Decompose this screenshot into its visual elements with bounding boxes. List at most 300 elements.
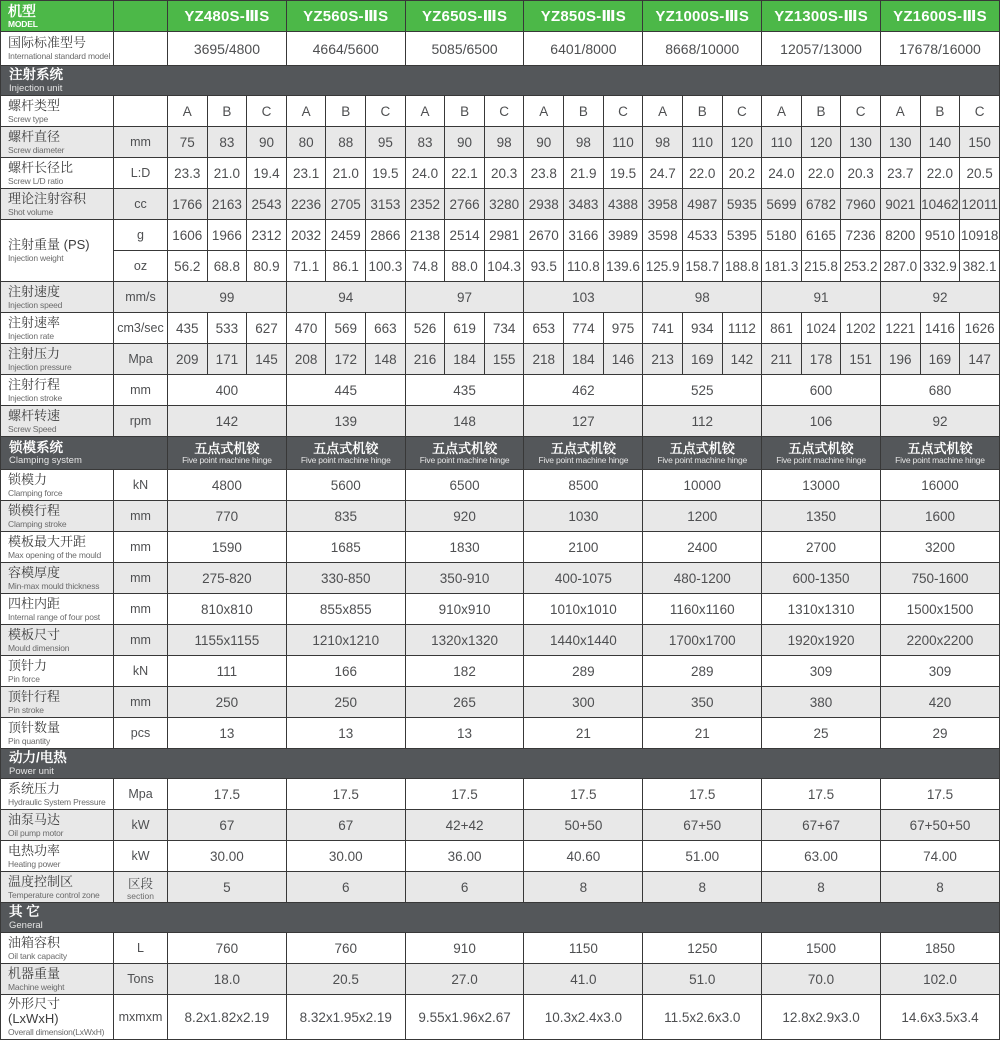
unit-label: mm [130, 135, 151, 150]
row-unit [114, 933, 168, 964]
spec-value: 2700 [762, 532, 881, 563]
spec-value: 213 [643, 344, 683, 375]
spec-value: 125.9 [643, 251, 683, 282]
spec-value: 7960 [841, 189, 881, 220]
spec-row [1, 718, 1000, 749]
spec-value: 27.0 [405, 964, 524, 995]
spec-value: 21 [643, 718, 762, 749]
spec-value: 19.5 [603, 158, 643, 189]
row-label [1, 718, 114, 749]
spec-value: 6165 [801, 220, 841, 251]
spec-value: 70.0 [762, 964, 881, 995]
spec-value: 40.60 [524, 841, 643, 872]
spec-value: 4388 [603, 189, 643, 220]
clamp-type-cell [643, 437, 762, 470]
section-header-row [1, 903, 1000, 933]
label-zh: 动力/电热 [9, 750, 67, 766]
spec-value: 1221 [880, 313, 920, 344]
spec-value: 29 [880, 718, 999, 749]
spec-value: 16000 [880, 470, 999, 501]
row-unit [114, 656, 168, 687]
row-unit [114, 841, 168, 872]
spec-value: 24.7 [643, 158, 683, 189]
label-en: Min-max mould thickness [8, 580, 100, 591]
spec-value: 810x810 [168, 594, 287, 625]
spec-value: C [366, 96, 406, 127]
spec-value: 3958 [643, 189, 683, 220]
label-zh: 注射行程 [8, 376, 61, 392]
spec-value: 920 [405, 501, 524, 532]
spec-value: 17.5 [643, 779, 762, 810]
spec-value: 1766 [168, 189, 208, 220]
spec-value: B [445, 96, 485, 127]
spec-value: 600-1350 [762, 563, 881, 594]
spec-row [1, 841, 1000, 872]
spec-value: 110 [682, 127, 722, 158]
spec-value: 8 [762, 872, 881, 903]
spec-row [1, 220, 1000, 251]
spec-value: 2032 [286, 220, 326, 251]
clamp-type-en: Five point machine hinge [419, 455, 510, 466]
row-unit [114, 964, 168, 995]
spec-row [1, 625, 1000, 656]
spec-value: 169 [682, 344, 722, 375]
spec-row [1, 501, 1000, 532]
label-zh: 理论注射容积 [8, 190, 87, 206]
spec-value: 653 [524, 313, 564, 344]
spec-value: C [247, 96, 287, 127]
row-label [1, 625, 114, 656]
spec-value: 2981 [484, 220, 524, 251]
label-zh: 油箱容积 [8, 934, 61, 950]
spec-value: 22.1 [445, 158, 485, 189]
row-label [1, 344, 114, 375]
spec-value: 17.5 [524, 779, 643, 810]
spec-value: A [168, 96, 208, 127]
row-label [1, 563, 114, 594]
label-en: Injection speed [8, 299, 63, 310]
unit-label: cc [134, 197, 147, 212]
spec-value: 88.0 [445, 251, 485, 282]
spec-value: 2352 [405, 189, 445, 220]
spec-value: 8.2x1.82x2.19 [168, 995, 287, 1040]
spec-value: 23.1 [286, 158, 326, 189]
spec-value: A [405, 96, 445, 127]
spec-value: 3166 [564, 220, 604, 251]
spec-value: 208 [286, 344, 326, 375]
row-unit [114, 501, 168, 532]
spec-value: B [326, 96, 366, 127]
spec-value: 1030 [524, 501, 643, 532]
spec-value: 110.8 [564, 251, 604, 282]
spec-value: 289 [643, 656, 762, 687]
label-en: Screw type [8, 113, 49, 124]
spec-value: 6401/8000 [524, 32, 643, 66]
spec-value: 600 [762, 375, 881, 406]
label-zh: 注射速率 [8, 314, 61, 330]
row-label [1, 933, 114, 964]
spec-value: 98 [643, 127, 683, 158]
unit-label-en: section [127, 890, 154, 901]
spec-value: 13 [405, 718, 524, 749]
spec-value: C [841, 96, 881, 127]
spec-value: 1010x1010 [524, 594, 643, 625]
label-en: Pin quantity [8, 735, 51, 746]
spec-row [1, 158, 1000, 189]
spec-value: 4987 [682, 189, 722, 220]
spec-value: 2514 [445, 220, 485, 251]
spec-value: 5395 [722, 220, 762, 251]
unit-label: kW [131, 849, 150, 864]
spec-value: 250 [286, 687, 405, 718]
row-label [1, 656, 114, 687]
spec-value: 5935 [722, 189, 762, 220]
spec-value: 1150 [524, 933, 643, 964]
spec-value: 147 [960, 344, 1000, 375]
row-label [1, 220, 114, 282]
spec-value: 110 [603, 127, 643, 158]
spec-value: 5600 [286, 470, 405, 501]
spec-value: 1320x1320 [405, 625, 524, 656]
spec-value: 3483 [564, 189, 604, 220]
row-label [1, 964, 114, 995]
spec-value: 97 [405, 282, 524, 313]
row-label [1, 594, 114, 625]
row-unit [114, 32, 168, 66]
spec-value: 2400 [643, 532, 762, 563]
row-unit [114, 532, 168, 563]
spec-value: 86.1 [326, 251, 366, 282]
label-zh: 锁模行程 [8, 502, 61, 518]
spec-value: A [286, 96, 326, 127]
spec-value: 92 [880, 406, 999, 437]
row-label [1, 158, 114, 189]
spec-value: 21.0 [326, 158, 366, 189]
clamp-type-zh: 五点式机铰 [194, 440, 260, 456]
spec-value: 4664/5600 [286, 32, 405, 66]
spec-row [1, 251, 1000, 282]
spec-value: 103 [524, 282, 643, 313]
spec-value: 216 [405, 344, 445, 375]
label-zh: 国际标准型号 [8, 35, 87, 51]
label-en: Oil pump motor [8, 827, 64, 838]
spec-value: 5180 [762, 220, 802, 251]
label-en: Overall dimension(LxWxH) [8, 1027, 105, 1038]
spec-value: 680 [880, 375, 999, 406]
label-zh: 锁模系统 [9, 439, 63, 455]
unit-label: mm [130, 383, 151, 398]
spec-value: 130 [841, 127, 881, 158]
spec-value: 382.1 [960, 251, 1000, 282]
label-zh: 电热功率 [8, 842, 61, 858]
clamp-type-zh: 五点式机铰 [432, 440, 498, 456]
spec-value: 139.6 [603, 251, 643, 282]
spec-value: 1850 [880, 933, 999, 964]
row-label [1, 406, 114, 437]
spec-value: 178 [801, 344, 841, 375]
spec-value: 1830 [405, 532, 524, 563]
spec-row [1, 32, 1000, 66]
clamp-type-cell [286, 437, 405, 470]
spec-value: 10.3x2.4x3.0 [524, 995, 643, 1040]
spec-value: 1500 [762, 933, 881, 964]
spec-value: 2100 [524, 532, 643, 563]
spec-value: 6500 [405, 470, 524, 501]
spec-row [1, 344, 1000, 375]
unit-label: kN [132, 664, 149, 679]
spec-value: 83 [405, 127, 445, 158]
spec-value: 470 [286, 313, 326, 344]
unit-label: kN [132, 478, 149, 493]
label-en: Screw L/D ratio [8, 175, 64, 186]
label-zh: 注射重量 (PS) [8, 237, 90, 253]
spec-value: 835 [286, 501, 405, 532]
row-label [1, 687, 114, 718]
unit-label: Mpa [128, 352, 153, 367]
spec-value: 92 [880, 282, 999, 313]
label-zh: 注射速度 [8, 283, 61, 299]
spec-value: 1600 [880, 501, 999, 532]
spec-value: 1160x1160 [643, 594, 762, 625]
model-title [1, 1, 114, 32]
spec-value: 67+67 [762, 810, 881, 841]
spec-value: 2543 [247, 189, 287, 220]
clamp-type-en: Five point machine hinge [895, 455, 985, 466]
spec-value: 67 [286, 810, 405, 841]
model-name-header: YZ560S-ⅢS [286, 1, 405, 32]
spec-value: 148 [366, 344, 406, 375]
clamp-type-cell [762, 437, 881, 470]
unit-label: Tons [127, 972, 154, 987]
spec-value: 1350 [762, 501, 881, 532]
section-title [1, 437, 168, 470]
spec-value: A [880, 96, 920, 127]
spec-value: 2459 [326, 220, 366, 251]
label-en: Mould dimension [8, 642, 70, 653]
label-zh: 顶针数量 [8, 719, 61, 735]
row-unit: oz [114, 251, 168, 282]
spec-value: 91 [762, 282, 881, 313]
spec-value: 1112 [722, 313, 762, 344]
spec-value: 209 [168, 344, 208, 375]
spec-value: 1210x1210 [286, 625, 405, 656]
row-unit [114, 995, 168, 1040]
clamp-type-zh: 五点式机铰 [907, 440, 973, 456]
unit-label: mm/s [125, 290, 156, 305]
spec-value: 9.55x1.96x2.67 [405, 995, 524, 1040]
spec-value: 74.8 [405, 251, 445, 282]
row-label [1, 189, 114, 220]
row-unit [114, 810, 168, 841]
spec-value: 2163 [207, 189, 247, 220]
label-zh: 模板尺寸 [8, 626, 61, 642]
spec-value: 309 [880, 656, 999, 687]
clamp-type-zh: 五点式机铰 [550, 440, 616, 456]
section-title [1, 749, 1000, 779]
spec-value: 155 [484, 344, 524, 375]
label-zh: 四柱内距 [8, 595, 61, 611]
spec-value: 265 [405, 687, 524, 718]
spec-value: 120 [722, 127, 762, 158]
spec-value: 140 [920, 127, 960, 158]
spec-value: 94 [286, 282, 405, 313]
label-zh: 温度控制区 [8, 873, 74, 889]
row-unit [114, 872, 168, 903]
label-en: Screw diameter [8, 144, 65, 155]
spec-value: 13000 [762, 470, 881, 501]
spec-value: 21.0 [207, 158, 247, 189]
spec-value: 150 [960, 127, 1000, 158]
spec-value: 2766 [445, 189, 485, 220]
spec-value: 80 [286, 127, 326, 158]
spec-value: 734 [484, 313, 524, 344]
spec-value: 774 [564, 313, 604, 344]
spec-value: 98 [643, 282, 762, 313]
spec-value: 400 [168, 375, 287, 406]
spec-value: 172 [326, 344, 366, 375]
row-unit [114, 96, 168, 127]
spec-value: 861 [762, 313, 802, 344]
spec-value: 3153 [366, 189, 406, 220]
spec-value: 3200 [880, 532, 999, 563]
spec-value: 8500 [524, 470, 643, 501]
spec-value: 75 [168, 127, 208, 158]
spec-value: 663 [366, 313, 406, 344]
label-zh: 机器重量 [8, 965, 61, 981]
spec-value: 196 [880, 344, 920, 375]
spec-value: 350 [643, 687, 762, 718]
spec-value: C [484, 96, 524, 127]
label-en: MODEL [8, 19, 38, 30]
row-unit [114, 718, 168, 749]
row-label [1, 470, 114, 501]
row-label [1, 375, 114, 406]
row-label [1, 995, 114, 1040]
spec-value: 1200 [643, 501, 762, 532]
spec-value: 139 [286, 406, 405, 437]
spec-row [1, 810, 1000, 841]
spec-row [1, 995, 1000, 1040]
label-en: Oil tank capacity [8, 950, 67, 961]
spec-row [1, 532, 1000, 563]
spec-value: 2938 [524, 189, 564, 220]
spec-value: 526 [405, 313, 445, 344]
spec-value: 111 [168, 656, 287, 687]
label-en: Machine weight [8, 981, 65, 992]
spec-value: 63.00 [762, 841, 881, 872]
unit-label: mm [130, 633, 151, 648]
spec-row [1, 964, 1000, 995]
model-name-header: YZ480S-ⅢS [168, 1, 287, 32]
spec-value: 10462 [920, 189, 960, 220]
spec-value: 1310x1310 [762, 594, 881, 625]
spec-value: 90 [247, 127, 287, 158]
spec-value: 9021 [880, 189, 920, 220]
spec-value: 1966 [207, 220, 247, 251]
row-unit [114, 282, 168, 313]
spec-value: 184 [564, 344, 604, 375]
spec-value: C [722, 96, 762, 127]
label-zh: 顶针力 [8, 657, 48, 673]
row-label [1, 96, 114, 127]
spec-value: 462 [524, 375, 643, 406]
spec-value: 17.5 [405, 779, 524, 810]
clamp-type-cell [524, 437, 643, 470]
section-header-row [1, 749, 1000, 779]
spec-row [1, 127, 1000, 158]
spec-value: A [762, 96, 802, 127]
spec-value: 9510 [920, 220, 960, 251]
spec-value: 171 [207, 344, 247, 375]
spec-value: 80.9 [247, 251, 287, 282]
clamp-type-en: Five point machine hinge [776, 455, 866, 466]
row-label [1, 532, 114, 563]
unit-label: cm3/sec [117, 321, 164, 336]
spec-value: 102.0 [880, 964, 999, 995]
spec-value: 51.0 [643, 964, 762, 995]
spec-value: 145 [247, 344, 287, 375]
row-unit [114, 406, 168, 437]
spec-value: 169 [920, 344, 960, 375]
label-en: Internal range of four post [8, 611, 100, 622]
row-label [1, 841, 114, 872]
spec-value: C [960, 96, 1000, 127]
spec-value: 188.8 [722, 251, 762, 282]
spec-value: 8.32x1.95x2.19 [286, 995, 405, 1040]
label-en: Injection rate [8, 330, 54, 341]
spec-value: 8 [643, 872, 762, 903]
row-unit: g [114, 220, 168, 251]
spec-value: 2670 [524, 220, 564, 251]
spec-value: 1606 [168, 220, 208, 251]
label-zh: 油泵马达 [8, 811, 61, 827]
spec-value: 20.2 [722, 158, 762, 189]
spec-value: 30.00 [286, 841, 405, 872]
spec-value: 30.00 [168, 841, 287, 872]
spec-value: 934 [682, 313, 722, 344]
spec-value: 67+50 [643, 810, 762, 841]
spec-value: 98 [564, 127, 604, 158]
spec-value: 1250 [643, 933, 762, 964]
row-label [1, 810, 114, 841]
spec-row [1, 687, 1000, 718]
spec-value: 435 [168, 313, 208, 344]
spec-value: 142 [722, 344, 762, 375]
spec-value: 23.8 [524, 158, 564, 189]
spec-value: 4533 [682, 220, 722, 251]
spec-value: 14.6x3.5x3.4 [880, 995, 999, 1040]
spec-value: 6782 [801, 189, 841, 220]
spec-value: 51.00 [643, 841, 762, 872]
spec-value: B [920, 96, 960, 127]
clamp-type-en: Five point machine hinge [182, 455, 272, 466]
label-en: Temperature control zone [8, 889, 100, 900]
unit-label: mm [130, 695, 151, 710]
spec-value: 13 [168, 718, 287, 749]
spec-value: C [603, 96, 643, 127]
spec-value: 569 [326, 313, 366, 344]
section-header-row [1, 437, 1000, 470]
spec-value: 380 [762, 687, 881, 718]
label-en: Power unit [9, 765, 54, 777]
spec-value: 22.0 [801, 158, 841, 189]
spec-value: 1202 [841, 313, 881, 344]
spec-value: 20.5 [286, 964, 405, 995]
spec-row [1, 656, 1000, 687]
section-title [1, 66, 1000, 96]
model-name-header: YZ1000S-ⅢS [643, 1, 762, 32]
label-zh: 螺杆类型 [8, 97, 61, 113]
